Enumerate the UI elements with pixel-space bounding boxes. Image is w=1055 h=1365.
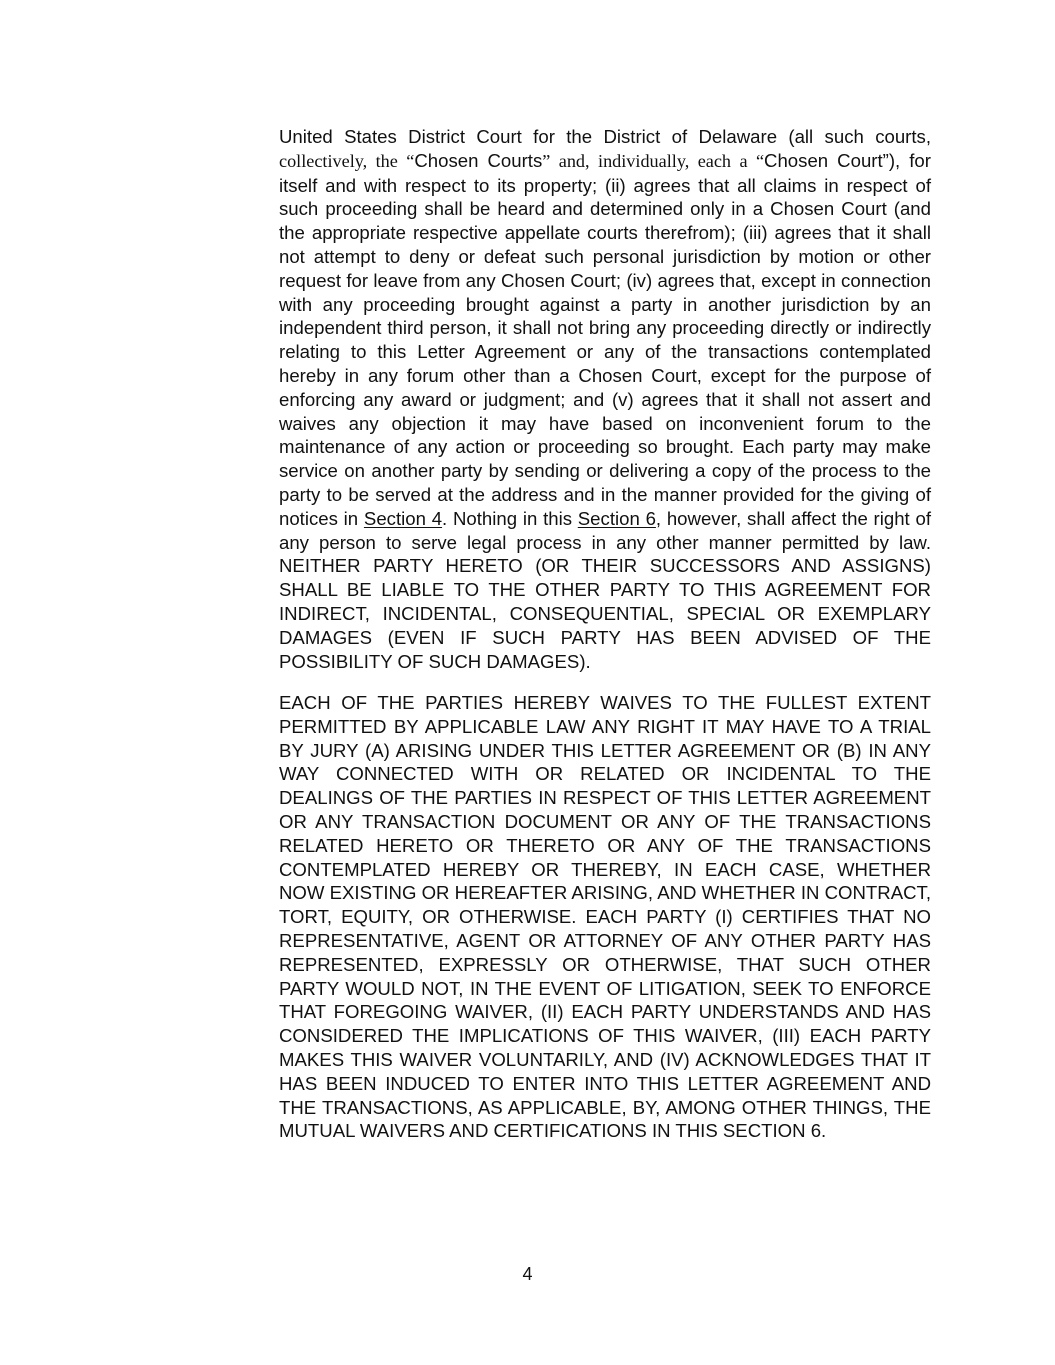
section-6-reference: Section 6 [577,507,656,529]
paragraph-1-text-h: . Nothing in this [442,507,578,529]
paragraph-1-text-i: , however, shall affect the right of any person to serve legal process in any other manner permitted by law. NEITHER PARTY HERETO (OR THEIR SUCCESSORS AND ASSIGNS) SHALL BE LIABLE TO THE OTHER PARTY TO THIS AGREEMENT FOR INDIRECT, INCIDENTAL, CONSEQUENTIAL, SPECIAL OR EXEMPLARY DAMAGES (EVEN IF SUCH PARTY HAS BEEN ADVISED OF THE POSSIBILITY OF SUCH DAMAGES). [279,507,931,672]
paragraph-jurisdiction [279,125,931,673]
paragraph-1-text-f: ”), [882,149,901,171]
paragraph-1-text-a: United States District Court for the District of Delaware (all such courts, [279,126,931,147]
paragraph-1-text-d: ” and, individually, each a “ [542,150,765,171]
paragraph-1-text-b: collectively, the “ [279,150,415,171]
section-4-reference: Section 4 [363,507,443,529]
defined-term-chosen-court: Chosen Court [764,149,883,171]
paragraph-jury-waiver: EACH OF THE PARTIES HEREBY WAIVES TO THE FULLEST EXTENT PERMITTED BY APPLICABLE LAW ANY RIGHT IT MAY HAVE TO A TRIAL BY JURY (A) ARISING UNDER THIS LETTER AGREEMENT OR (B) IN ANY WAY CONNECTED WITH OR RELATED OR INCIDENTAL TO THE DEALINGS OF THE PARTIES IN RESPECT OF THIS LETTER AGREEMENT OR ANY TRANSACTION DOCUMENT OR ANY OF THE TRANSACTIONS RELATED HERETO OR THERETO OR ANY OF THE TRANSACTIONS CONTEMPLATED HEREBY OR THEREBY, IN EACH CASE, WHETHER NOW EXISTING OR HEREAFTER ARISING, AND WHETHER IN CONTRACT, TORT, EQUITY, OR OTHERWISE. EACH PARTY (I) CERTIFIES THAT NO REPRESENTATIVE, AGENT OR ATTORNEY OF ANY OTHER PARTY HAS REPRESENTED, EXPRESSLY OR OTHERWISE, THAT SUCH OTHER PARTY WOULD NOT, IN THE EVENT OF LITIGATION, SEEK TO ENFORCE THAT FOREGOING WAIVER, (II) EACH PARTY UNDERSTANDS AND HAS CONSIDERED THE IMPLICATIONS OF THIS WAIVER, (III) EACH PARTY MAKES THIS WAIVER VOLUNTARILY, AND (IV) ACKNOWLEDGES THAT IT HAS BEEN INDUCED TO ENTER INTO THIS LETTER AGREEMENT AND THE TRANSACTIONS, AS APPLICABLE, BY, AMONG OTHER THINGS, THE MUTUAL WAIVERS AND CERTIFICATIONS IN THIS SECTION 6. [279,692,931,1142]
page-number: 4 [522,1264,533,1284]
paragraph-1-text-g: for itself and with respect to its property; (ii) agrees that all claims in respect of such proceeding shall be heard and determined only in a Chosen Court (and the appropriate respective appellate courts therefrom); (iii) agrees that it shall not attempt to deny or defeat such personal jurisdiction by motion or other request for leave from any Chosen Court; (iv) agrees that, except in connection with any proceeding brought against a party in another jurisdiction by an independent third person, it shall not bring any proceeding directly or indirectly relating to this Letter Agreement or any of the transactions contemplated hereby in any forum other than a Chosen Court, except for the purpose of enforcing any award or judgment; and (v) agrees that it shall not assert and waives any objection it may have based on inconvenient forum to the maintenance of any action or proceeding so brought. Each party may make service on another party by sending or delivering a copy of the process to the party to be served at the address and in the manner provided for the giving of notices in [279,149,931,529]
defined-term-chosen-courts: Chosen Courts [414,149,543,171]
